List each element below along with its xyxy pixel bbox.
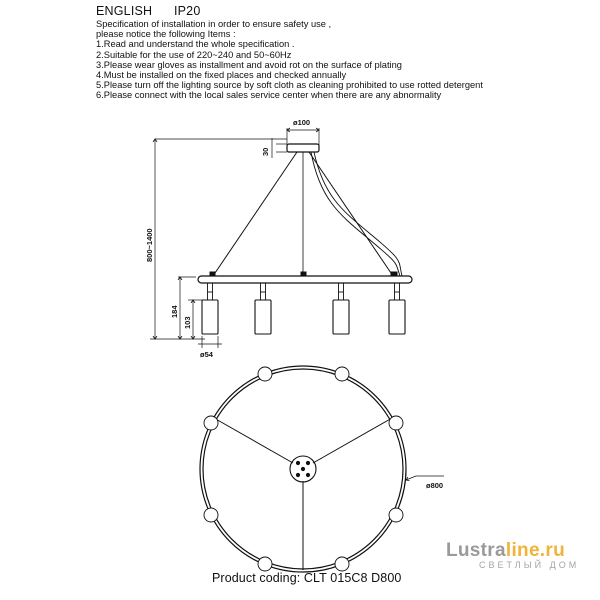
- lamp-head-3: [204, 416, 218, 430]
- instruction-intro-line-1: Specification of installation in order to ensure safety use ,: [96, 19, 332, 29]
- canopy-diameter-text: ø100: [293, 118, 311, 127]
- instruction-item-3: 3.Please wear gloves as installment and avoid rot on the surface of plating: [96, 59, 402, 70]
- canopy-hole-5: [306, 473, 309, 476]
- ip-rating-label: IP20: [173, 4, 201, 18]
- fixture-height-text: 184: [170, 305, 179, 318]
- shade-height-text: 103: [183, 316, 192, 329]
- spotlight-4: [389, 283, 405, 334]
- wire-clamp-center: [301, 272, 306, 276]
- watermark-subtitle: СВЕТЛЫЙ ДОМ: [479, 560, 580, 570]
- wire-clamp-right: [391, 272, 397, 276]
- watermark-logo: [446, 540, 579, 570]
- power-cable-outer: [311, 152, 400, 276]
- shade-diameter-text: ø54: [200, 350, 213, 359]
- ring-diameter-text: ø800: [426, 481, 444, 490]
- suspension-wire-left: [213, 152, 297, 276]
- instruction-item-6: 6.Please connect with the local sales service center when there are any abnormality: [96, 90, 442, 101]
- watermark-brand: [446, 540, 579, 562]
- spotlight-3: [333, 283, 349, 334]
- lamp-head-2: [335, 367, 349, 381]
- power-cable-inner: [314, 152, 402, 276]
- wire-clamp-left: [210, 272, 215, 276]
- spotlight-1: [202, 283, 218, 334]
- language-label: ENGLISH: [96, 4, 153, 18]
- ring-dia-leader: [406, 476, 416, 480]
- canopy-hole-2: [306, 461, 309, 464]
- suspension-height-text: 800~1400: [145, 228, 154, 262]
- canopy-hole-3: [301, 467, 304, 470]
- spoke-right: [313, 418, 392, 463]
- canopy: [287, 144, 319, 152]
- spotlight-2: [255, 283, 271, 334]
- canopy-height-text: 30: [261, 147, 270, 156]
- side-view: [150, 128, 412, 348]
- instruction-item-1: 1.Read and understand the whole specification .: [96, 39, 295, 50]
- lamp-head-1: [258, 367, 272, 381]
- instruction-item-4: 4.Must be installed on the fixed places and checked annually: [96, 70, 347, 81]
- plan-view: [200, 366, 444, 572]
- lamp-head-4: [389, 416, 403, 430]
- ring-bar: [198, 276, 412, 283]
- lamp-head-6: [389, 508, 403, 522]
- canopy-hole-1: [296, 461, 299, 464]
- spoke-left: [214, 418, 293, 463]
- canopy-hole-4: [296, 473, 299, 476]
- instruction-item-2: 2.Suitable for the use of 220~240 and 50~60Hz: [96, 49, 292, 60]
- watermark-brand-main: Lustra: [446, 540, 506, 561]
- lamp-head-5: [204, 508, 218, 522]
- instruction-intro-line-2: please notice the following Items :: [96, 29, 236, 40]
- suspension-wire-right: [309, 152, 393, 276]
- lamp-head-7: [258, 557, 272, 571]
- product-code: Product coding: CLT 015C8 D800: [212, 571, 402, 585]
- watermark-brand-accent: line.ru: [505, 540, 565, 561]
- instruction-item-5: 5.Please turn off the lighting source by soft cloth as cleaning prohibited to use rotted detergent: [96, 80, 483, 91]
- lamp-head-8: [335, 557, 349, 571]
